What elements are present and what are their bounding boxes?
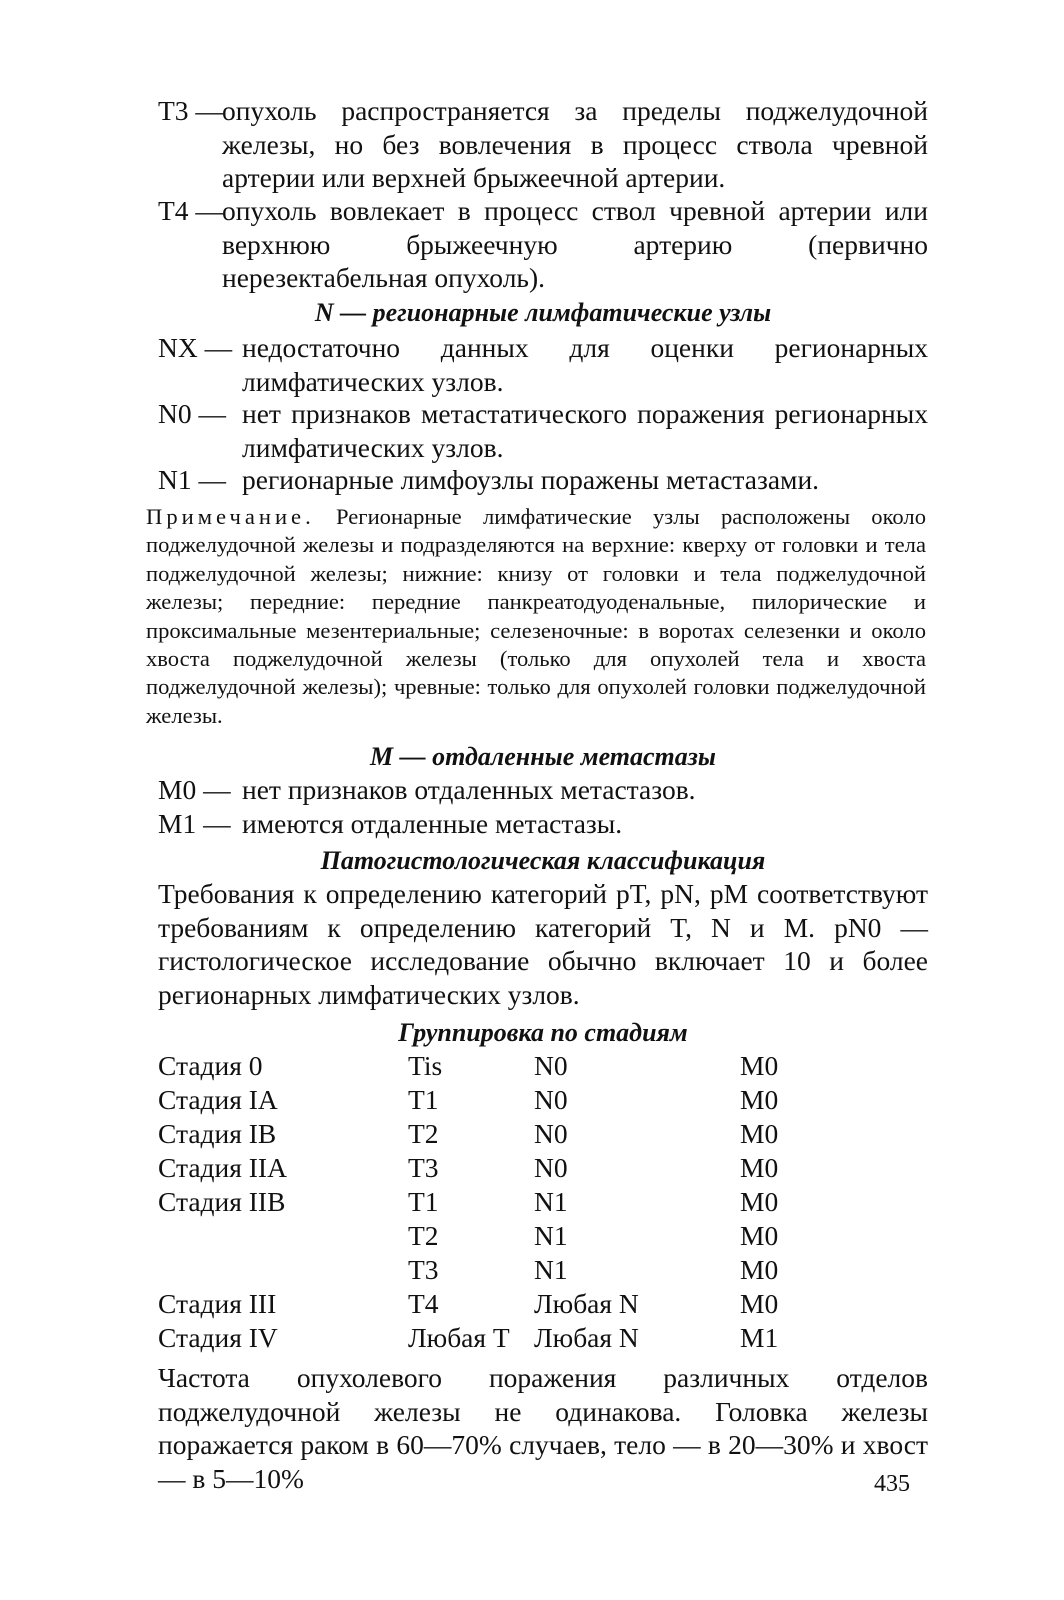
m-heading: M — отдаленные метастазы <box>370 742 716 771</box>
stage-cell <box>158 1253 408 1287</box>
table-row <box>158 1219 860 1253</box>
table-row <box>158 1083 860 1117</box>
m-cell: M0 <box>740 1220 779 1251</box>
stage-cell: Стадия IA <box>158 1084 278 1115</box>
t-cell: T4 <box>408 1288 439 1319</box>
stage-cell: Стадия IIA <box>158 1152 287 1183</box>
n-cell: N0 <box>534 1118 568 1149</box>
table-row <box>158 1287 860 1321</box>
note-lead: Примечание. <box>146 504 315 529</box>
m-cell: M0 <box>740 1118 779 1149</box>
n-cell: N0 <box>534 1152 568 1183</box>
patho-heading: Патогистологическая классификация <box>320 846 766 875</box>
n-cell: N1 <box>534 1254 568 1285</box>
n-cell: Любая N <box>534 1322 639 1353</box>
n0-text: нет признаков метастатического поражения регионарных лимфатических узлов. <box>242 398 928 463</box>
t-cell: T1 <box>408 1084 439 1115</box>
t-cell: T3 <box>408 1254 439 1285</box>
m-cell: M1 <box>740 1322 779 1353</box>
table-row <box>158 1321 860 1355</box>
stage-table <box>158 1049 860 1355</box>
stage-cell: Стадия 0 <box>158 1050 263 1081</box>
table-row <box>158 1253 860 1287</box>
table-row <box>158 1151 860 1185</box>
n-cell: N1 <box>534 1220 568 1251</box>
stage-heading: Группировка по стадиям <box>398 1018 688 1047</box>
t-cell: T3 <box>408 1152 439 1183</box>
table-row <box>158 1185 860 1219</box>
m1-text: имеются отдаленные метастазы. <box>242 808 623 839</box>
stage-cell: Стадия IIB <box>158 1186 286 1217</box>
t-cell: Любая T <box>408 1322 510 1353</box>
n-cell: N1 <box>534 1186 568 1217</box>
note-text: Регионарные лимфатические узлы расположены около поджелудочной железы и подразделяются на верхние: кверху от головки и тела поджелудочной железы; нижние: книзу от головки и тела поджелудочной железы; передние: передние панкреатодуоденальные, пилорические и проксимальные мезентериальные; селезеночные: в воротах селезенки и около хвоста поджелудочной железы (только для опухолей тела и хвоста поджелудочной железы); чревные: только для опухолей головки поджелудочной железы. <box>146 504 926 728</box>
stage-cell <box>158 1219 408 1253</box>
t4-text: опухоль вовлекает в процесс ствол чревной артерии или верхнюю брыжеечную артерию (первично нерезектабельная опухоль). <box>222 195 928 293</box>
m-cell: M0 <box>740 1084 779 1115</box>
stage-cell: Стадия IB <box>158 1118 277 1149</box>
t3-text: опухоль распространяется за пределы поджелудочной железы, но без вовлечения в процесс ствола чревной артерии или верхней брыжеечной артерии. <box>222 95 928 193</box>
t3-code: T3 — <box>158 95 223 126</box>
nx-text: недостаточно данных для оценки регионарных лимфатических узлов. <box>242 332 928 397</box>
m0-text: нет признаков отдаленных метастазов. <box>242 774 696 805</box>
m-cell: M0 <box>740 1050 779 1081</box>
page-number: 435 <box>874 1471 910 1497</box>
n0-code: N0 — <box>158 398 226 429</box>
n1-text: регионарные лимфоузлы поражены метастазами. <box>242 464 820 495</box>
note-paragraph <box>146 503 926 730</box>
m-cell: M0 <box>740 1288 779 1319</box>
m1-code: M1 — <box>158 808 231 839</box>
stage-cell: Стадия III <box>158 1288 277 1319</box>
stage-cell: Стадия IV <box>158 1322 278 1353</box>
m-cell: M0 <box>740 1254 779 1285</box>
m-cell: M0 <box>740 1186 779 1217</box>
n-cell: N0 <box>534 1050 568 1081</box>
patho-paragraph: Требования к определению категорий pT, pN, pM соответствуют требованиям к определению категорий T, N и M. pN0 — гистологическое исследование обычно включает 10 и более регионарных лимфатических узлов. <box>158 878 928 1010</box>
m-cell: M0 <box>740 1152 779 1183</box>
closing-paragraph: Частота опухолевого поражения различных отделов поджелудочной железы не одинакова. Головка железы поражается раком в 60—70% случаев, тело — в 20—30% и хвост — в 5—10% <box>158 1362 928 1494</box>
t-cell: Tis <box>408 1050 443 1081</box>
table-row <box>158 1117 860 1151</box>
table-row <box>158 1049 860 1083</box>
n1-code: N1 — <box>158 464 226 495</box>
m0-code: M0 — <box>158 774 231 805</box>
t-cell: T1 <box>408 1186 439 1217</box>
nx-code: NX — <box>158 332 233 363</box>
n-cell: N0 <box>534 1084 568 1115</box>
t-cell: T2 <box>408 1220 439 1251</box>
n-heading: N — регионарные лимфатические узлы <box>314 298 772 327</box>
t-cell: T2 <box>408 1118 439 1149</box>
n-cell: Любая N <box>534 1288 639 1319</box>
t4-code: T4 — <box>158 195 223 226</box>
